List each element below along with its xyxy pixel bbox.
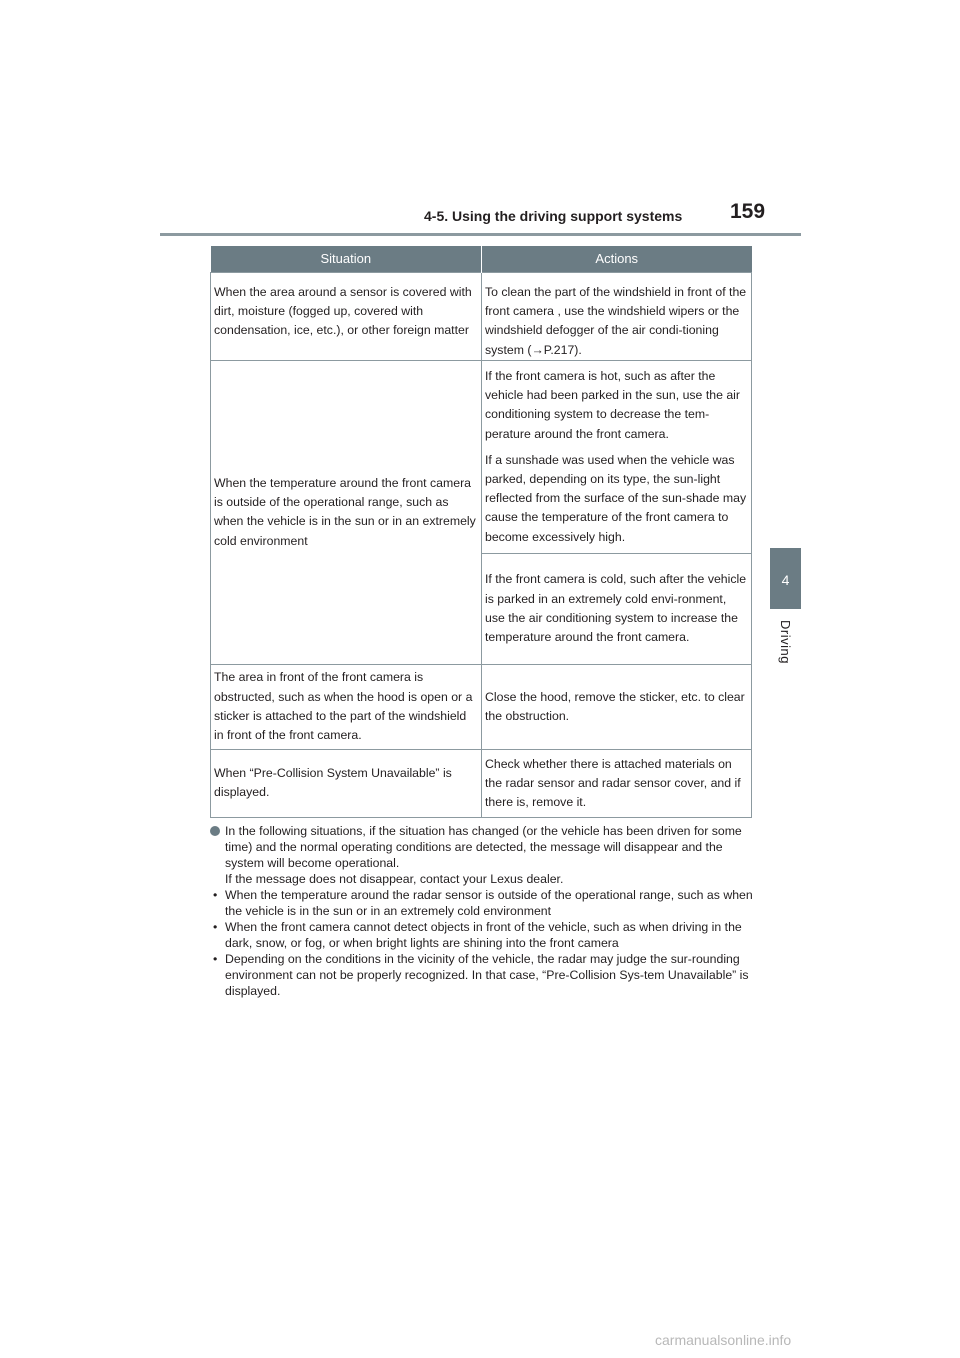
dot-bullet-icon: • <box>213 888 218 902</box>
page-number: 159 <box>730 200 766 223</box>
list-item <box>210 951 755 999</box>
note-list <box>210 887 755 999</box>
table-header-row <box>211 246 752 273</box>
list-item <box>210 887 755 919</box>
situation-cell: When the area around a sensor is covered with dirt, moisture (fogged up, covered with condensation, ice, etc.), or other foreign matter <box>211 273 482 361</box>
chapter-tab <box>770 548 801 609</box>
dot-bullet-icon: • <box>213 920 218 934</box>
header-rule <box>160 233 801 236</box>
circle-bullet-icon <box>210 826 220 836</box>
list-item-text: When the front camera cannot detect objects in front of the vehicle, such as when driving in the dark, snow, or fog, or when bright lights are shining into the front camera <box>225 920 742 950</box>
notes-section <box>210 823 755 999</box>
note-intro-text: In the following situations, if the situation has changed (or the vehicle has been driven for some time) and the normal operating conditions are detected, the message will disappear and the system will become operational. <box>225 824 742 870</box>
action-cell: Check whether there is attached materials on the radar sensor and radar sensor cover, and if there is, remove it. <box>482 749 752 817</box>
table-row <box>211 361 752 554</box>
table-row <box>211 749 752 817</box>
note-intro-text-2: If the message does not disappear, contact your Lexus dealer. <box>225 872 564 886</box>
situation-cell: When the temperature around the front camera is outside of the operational range, such as when the vehicle is in the sun or in an extremely cold environment <box>211 361 482 665</box>
action-paragraph: If the front camera is hot, such as after the vehicle had been parked in the sun, use the air conditioning system to decrease the tem-perature around the front camera. <box>485 369 740 441</box>
dot-bullet-icon: • <box>213 952 218 966</box>
situation-cell: When “Pre-Collision System Unavailable” is displayed. <box>211 749 482 817</box>
section-title: 4-5. Using the driving support systems <box>424 208 683 224</box>
note-intro <box>210 823 755 887</box>
action-cell: If the front camera is cold, such after the vehicle is parked in an extremely cold envi-ronment, use the air conditioning system to increase the temperature around the front camera. <box>482 553 752 664</box>
chapter-tab-number: 4 <box>781 572 790 588</box>
situation-actions-table <box>210 246 752 818</box>
list-item-text: When the temperature around the radar sensor is outside of the operational range, such as when the vehicle is in the sun or in an extremely cold environment <box>225 888 753 918</box>
list-item <box>210 919 755 951</box>
list-item-text: Depending on the conditions in the vicinity of the vehicle, the radar may judge the sur-rounding environment can not be properly recognized. In that case, “Pre-Collision Sys-tem Unavailable” is displayed. <box>225 952 749 998</box>
watermark: carmanualsonline.info <box>655 1332 792 1348</box>
chapter-tab-label: Driving <box>778 620 793 664</box>
situation-cell: The area in front of the front camera is obstructed, such as when the hood is open or a sticker is attached to the part of the windshield in front of the front camera. <box>211 664 482 749</box>
header-situation: Situation <box>211 246 482 273</box>
action-cell: Close the hood, remove the sticker, etc. to clear the obstruction. <box>482 664 752 749</box>
action-paragraph: If a sunshade was used when the vehicle was parked, depending on its type, the sun-light reflected from the surface of the sun-shade may cause the temperature of the front camera to become excessively high. <box>485 452 747 544</box>
header-actions: Actions <box>482 246 752 273</box>
action-cell <box>482 361 752 554</box>
table-row <box>211 664 752 749</box>
action-cell: To clean the part of the windshield in front of the front camera , use the windshield wipers or the windshield defogger of the air condi-tioning system (→P.217). <box>482 273 752 361</box>
table-row <box>211 273 752 361</box>
